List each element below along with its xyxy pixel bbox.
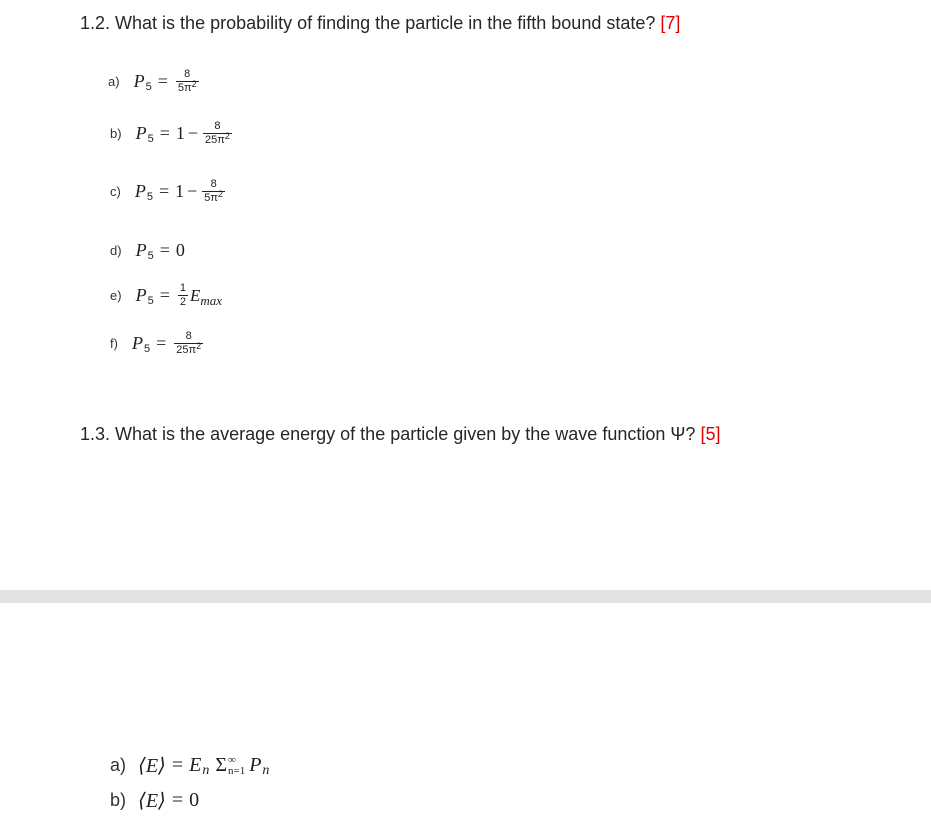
question-number: 1.2.: [80, 13, 111, 33]
page-separator: [0, 590, 931, 603]
option-formula: ⟨E⟩ = 0: [138, 789, 200, 812]
document-page-2: [0, 603, 931, 821]
option-label: b): [110, 126, 122, 141]
option-formula: P 5 = $\frac{8}{5\pi^2}$: [133, 68, 197, 94]
fraction: $\frac{8}{5\pi^2}$: [177, 68, 197, 94]
option-label: c): [110, 184, 121, 199]
option-c[interactable]: [110, 178, 227, 205]
option-a[interactable]: [108, 68, 201, 95]
option-formula: P 5 = $\frac{8}{25\pi^2}$: [131, 330, 202, 356]
question-1-3: [80, 424, 720, 445]
option-label: a): [108, 74, 120, 89]
question-number: 1.3.: [80, 424, 111, 444]
option-formula: ⟨E⟩ = E n Σ ∞ n=1 P n: [138, 753, 270, 778]
question-1-2: [80, 13, 680, 34]
option-formula: P 5 = $\frac{1}{2}$ $E_{max}$: [135, 282, 223, 308]
option-label: e): [110, 288, 122, 303]
option-b[interactable]: [110, 788, 199, 813]
option-label: f): [110, 336, 118, 351]
question-text: What is the probability of finding the particle in the fifth bound state?: [115, 13, 656, 33]
option-d[interactable]: [110, 240, 185, 261]
option-f[interactable]: [110, 330, 205, 357]
question-marks: [5]: [700, 424, 721, 444]
option-label: a): [110, 755, 127, 775]
option-formula: P 5 = 1 − $\frac{8}{5\pi^2}$: [134, 178, 224, 204]
question-text: What is the average energy of the particle given by the wave function Ψ?: [115, 424, 696, 444]
fraction: $\frac{8}{25\pi^2}$: [176, 330, 202, 356]
option-label: b): [110, 790, 127, 810]
option-label: d): [110, 243, 122, 258]
fraction: $\frac{8}{5\pi^2}$: [204, 178, 224, 204]
fraction: $\frac{8}{25\pi^2}$: [205, 120, 230, 146]
question-marks: [7]: [660, 13, 681, 33]
summation: Σ ∞ n=1: [215, 753, 246, 777]
option-formula: P 5 = 1 − $\frac{8}{25\pi^2}$: [135, 120, 230, 146]
option-b[interactable]: [110, 120, 234, 147]
option-formula: P 5 = 0: [135, 240, 185, 262]
fraction: $\frac{1}{2}$: [179, 282, 186, 308]
option-e[interactable]: [110, 282, 222, 309]
option-a[interactable]: [110, 753, 269, 778]
